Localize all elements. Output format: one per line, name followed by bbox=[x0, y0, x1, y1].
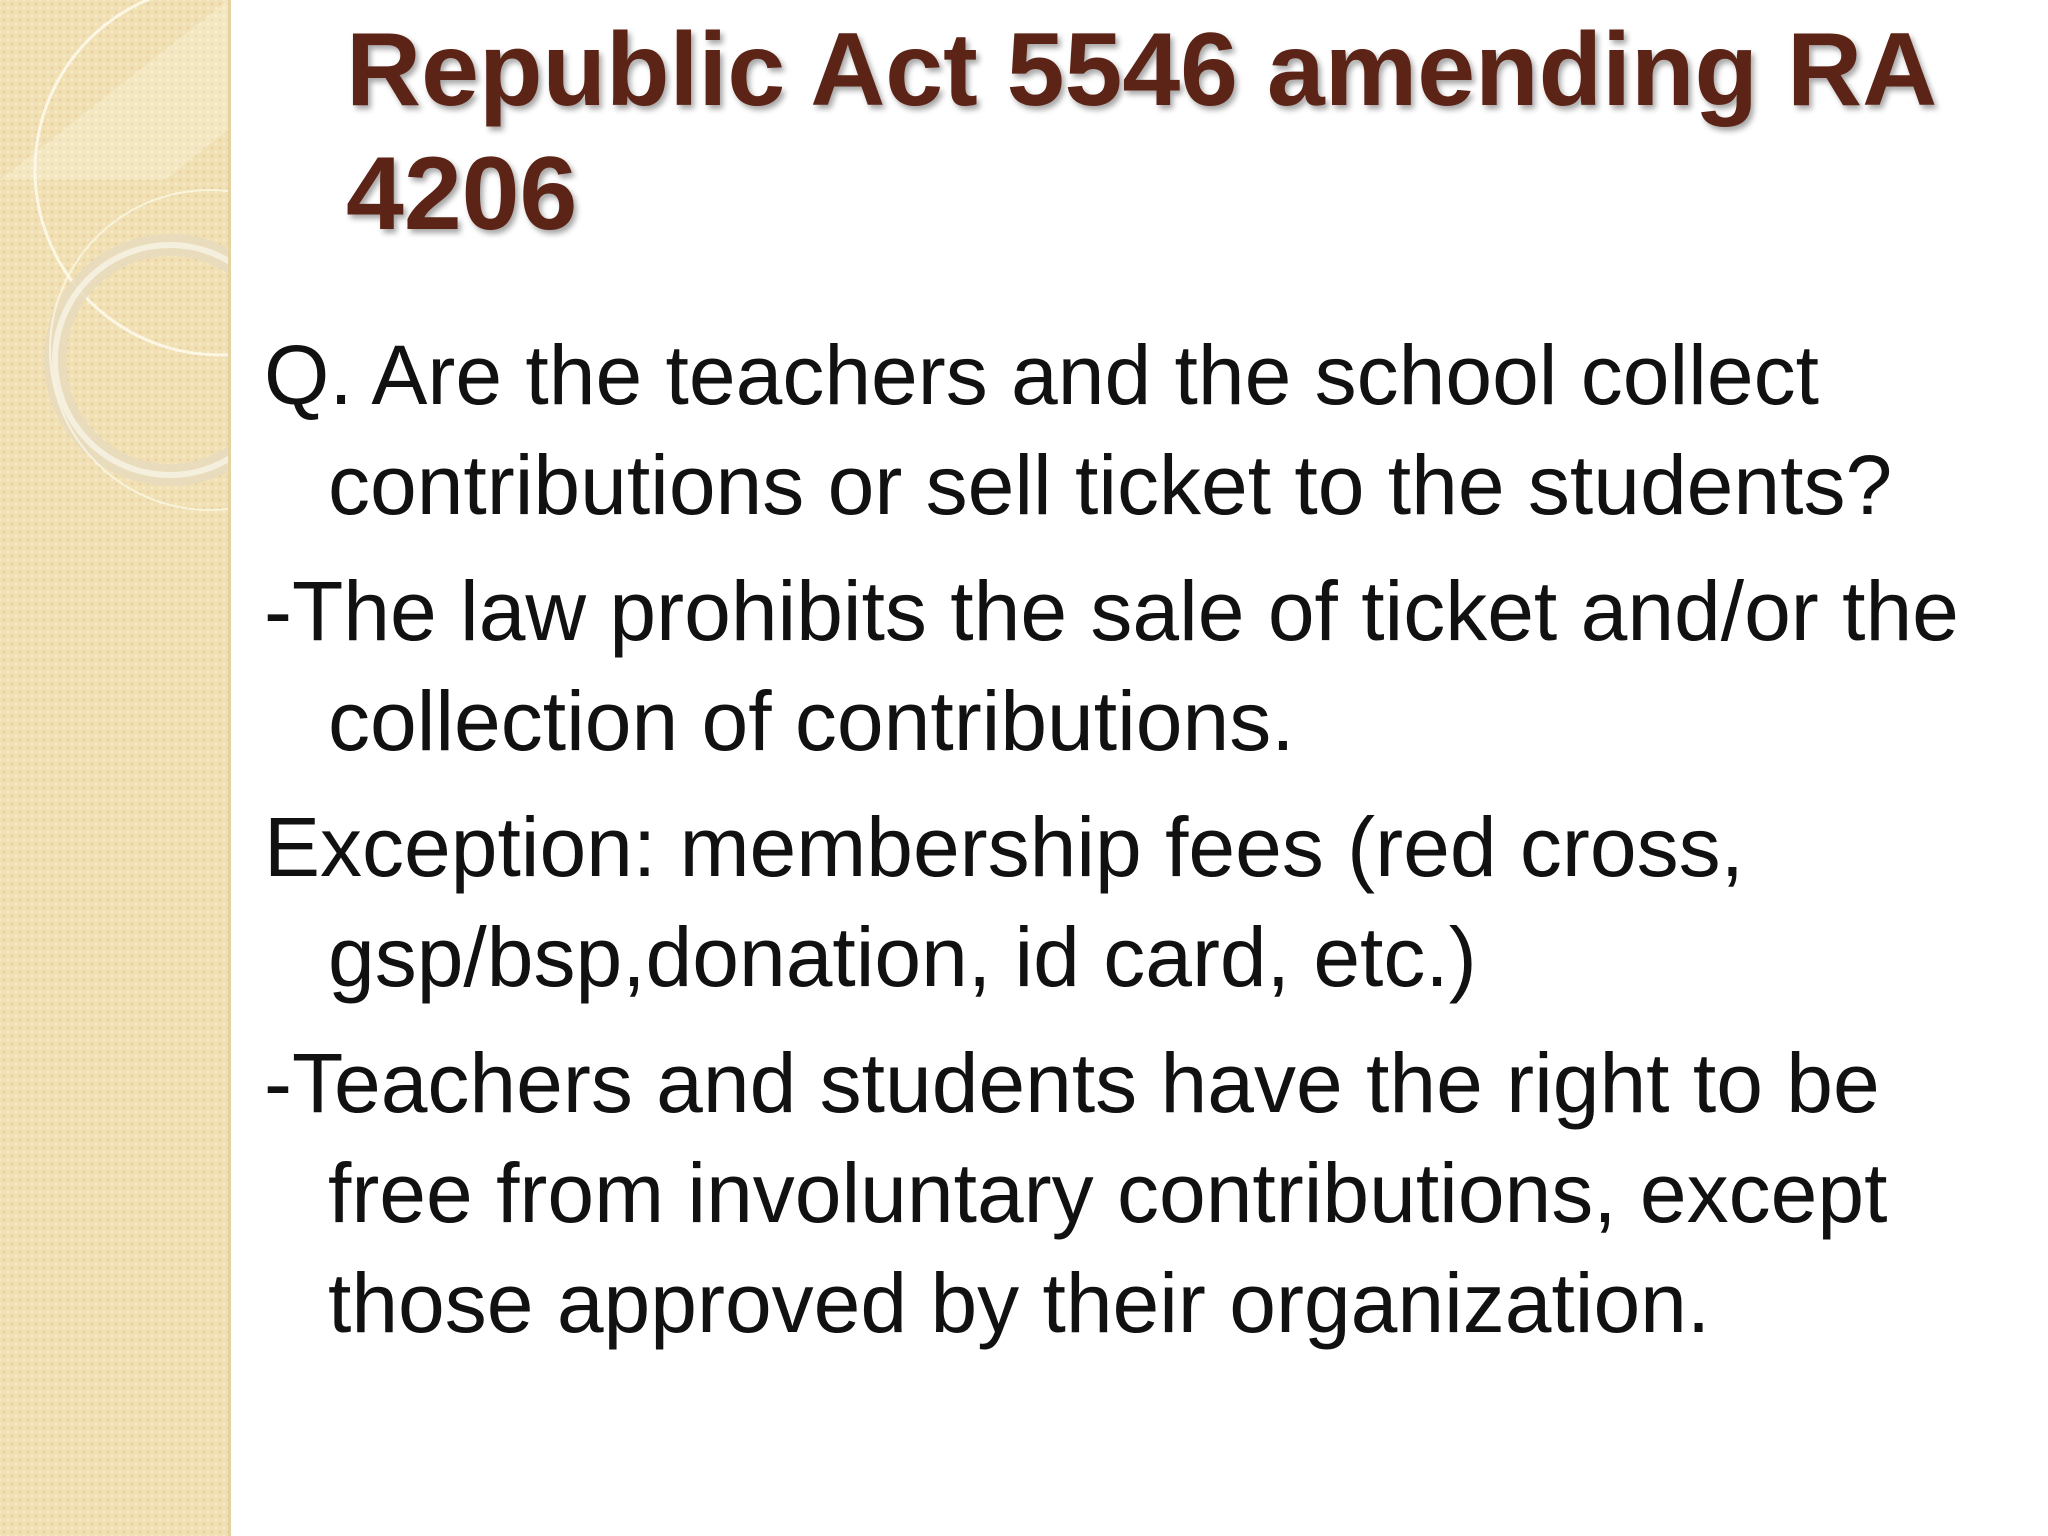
rights-paragraph: -Teachers and students have the right to be free from involuntary contributions, except those approved by their organization. bbox=[264, 1036, 1888, 1350]
slide-body bbox=[264, 320, 2004, 1374]
slide-title: Republic Act 5546 amending RA 4206 bbox=[346, 12, 1934, 252]
decorative-side-panel bbox=[0, 0, 231, 1536]
law-prohibition-paragraph: -The law prohibits the sale of ticket and/or the collection of contributions. bbox=[264, 564, 1959, 768]
question-paragraph: Q. Are the teachers and the school collect contributions or sell ticket to the students? bbox=[264, 328, 1893, 532]
decorative-rings bbox=[0, 0, 228, 520]
exception-paragraph: Exception: membership fees (red cross, gsp/bsp,donation, id card, etc.) bbox=[264, 800, 1744, 1004]
